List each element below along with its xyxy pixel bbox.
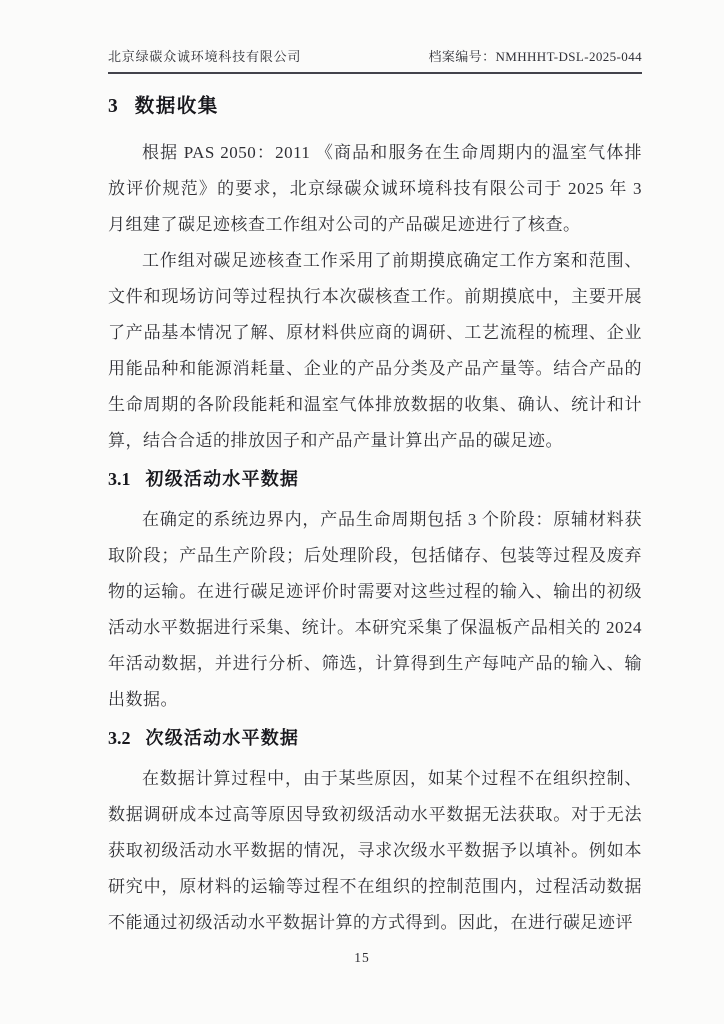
section-3-1-heading <box>108 466 642 493</box>
section-3-1-paragraph-1: 在确定的系统边界内，产品生命周期包括 3 个阶段：原辅材料获取阶段；产品生产阶段；后处理阶段，包括储存、包装等过程及废弃物的运输。在进行碳足迹评价时需要对这些过程的输入、输出的初级活动水平数据进行采集、统计。本研究采集了保温板产品相关的 2024 年活动数据，并进行分析、筛选，计算得到生产每吨产品的输入、输出数据。 <box>108 510 642 709</box>
archive-value: NMHHHT-DSL-2025-044 <box>495 49 642 64</box>
section-3-paragraph-2: 工作组对碳足迹核查工作采用了前期摸底确定工作方案和范围、文件和现场访问等过程执行本次碳核查工作。前期摸底中，主要开展了产品基本情况了解、原材料供应商的调研、工艺流程的梳理、企业用能品种和能源消耗量、企业的产品分类及产品产量等。结合产品的生命周期的各阶段能耗和温室气体排放数据的收集、确认、统计和计算，结合合适的排放因子和产品产量计算出产品的碳足迹。 <box>108 251 642 450</box>
page-header <box>108 46 642 74</box>
header-archive <box>428 46 642 65</box>
section-3-number: 3 <box>108 96 118 117</box>
section-3-title: 数据收集 <box>134 96 219 117</box>
section-3-1-number: 3.1 <box>108 469 131 489</box>
section-3-2-paragraph-1: 在数据计算过程中，由于某些原因，如某个过程不在组织控制、数据调研成本过高等原因导致初级活动水平数据无法获取。对于无法获取初级活动水平数据的情况，寻求次级水平数据予以填补。例如本研究中，原材料的运输等过程不在组织的控制范围内，过程活动数据不能通过初级活动水平数据计算的方式得到。因此，在进行碳足迹评 <box>108 769 642 932</box>
section-3-1-title: 初级活动水平数据 <box>145 469 300 489</box>
section-3-heading <box>108 94 642 120</box>
page-number: 15 <box>354 950 370 965</box>
section-3-2-heading <box>108 725 642 752</box>
section-3-2-title: 次级活动水平数据 <box>145 728 300 748</box>
section-3-2-number: 3.2 <box>108 728 131 748</box>
header-company-name: 北京绿碳众诚环境科技有限公司 <box>108 49 302 64</box>
section-3-paragraph-1: 根据 PAS 2050：2011 《商品和服务在生命周期内的温室气体排放评价规范》的要求，北京绿碳众诚环境科技有限公司于 2025 年 3 月组建了碳足迹核查工作组对公司的产品碳足迹进行了核查。 <box>108 143 642 234</box>
page-footer <box>0 950 724 966</box>
archive-label: 档案编号： <box>428 49 496 64</box>
